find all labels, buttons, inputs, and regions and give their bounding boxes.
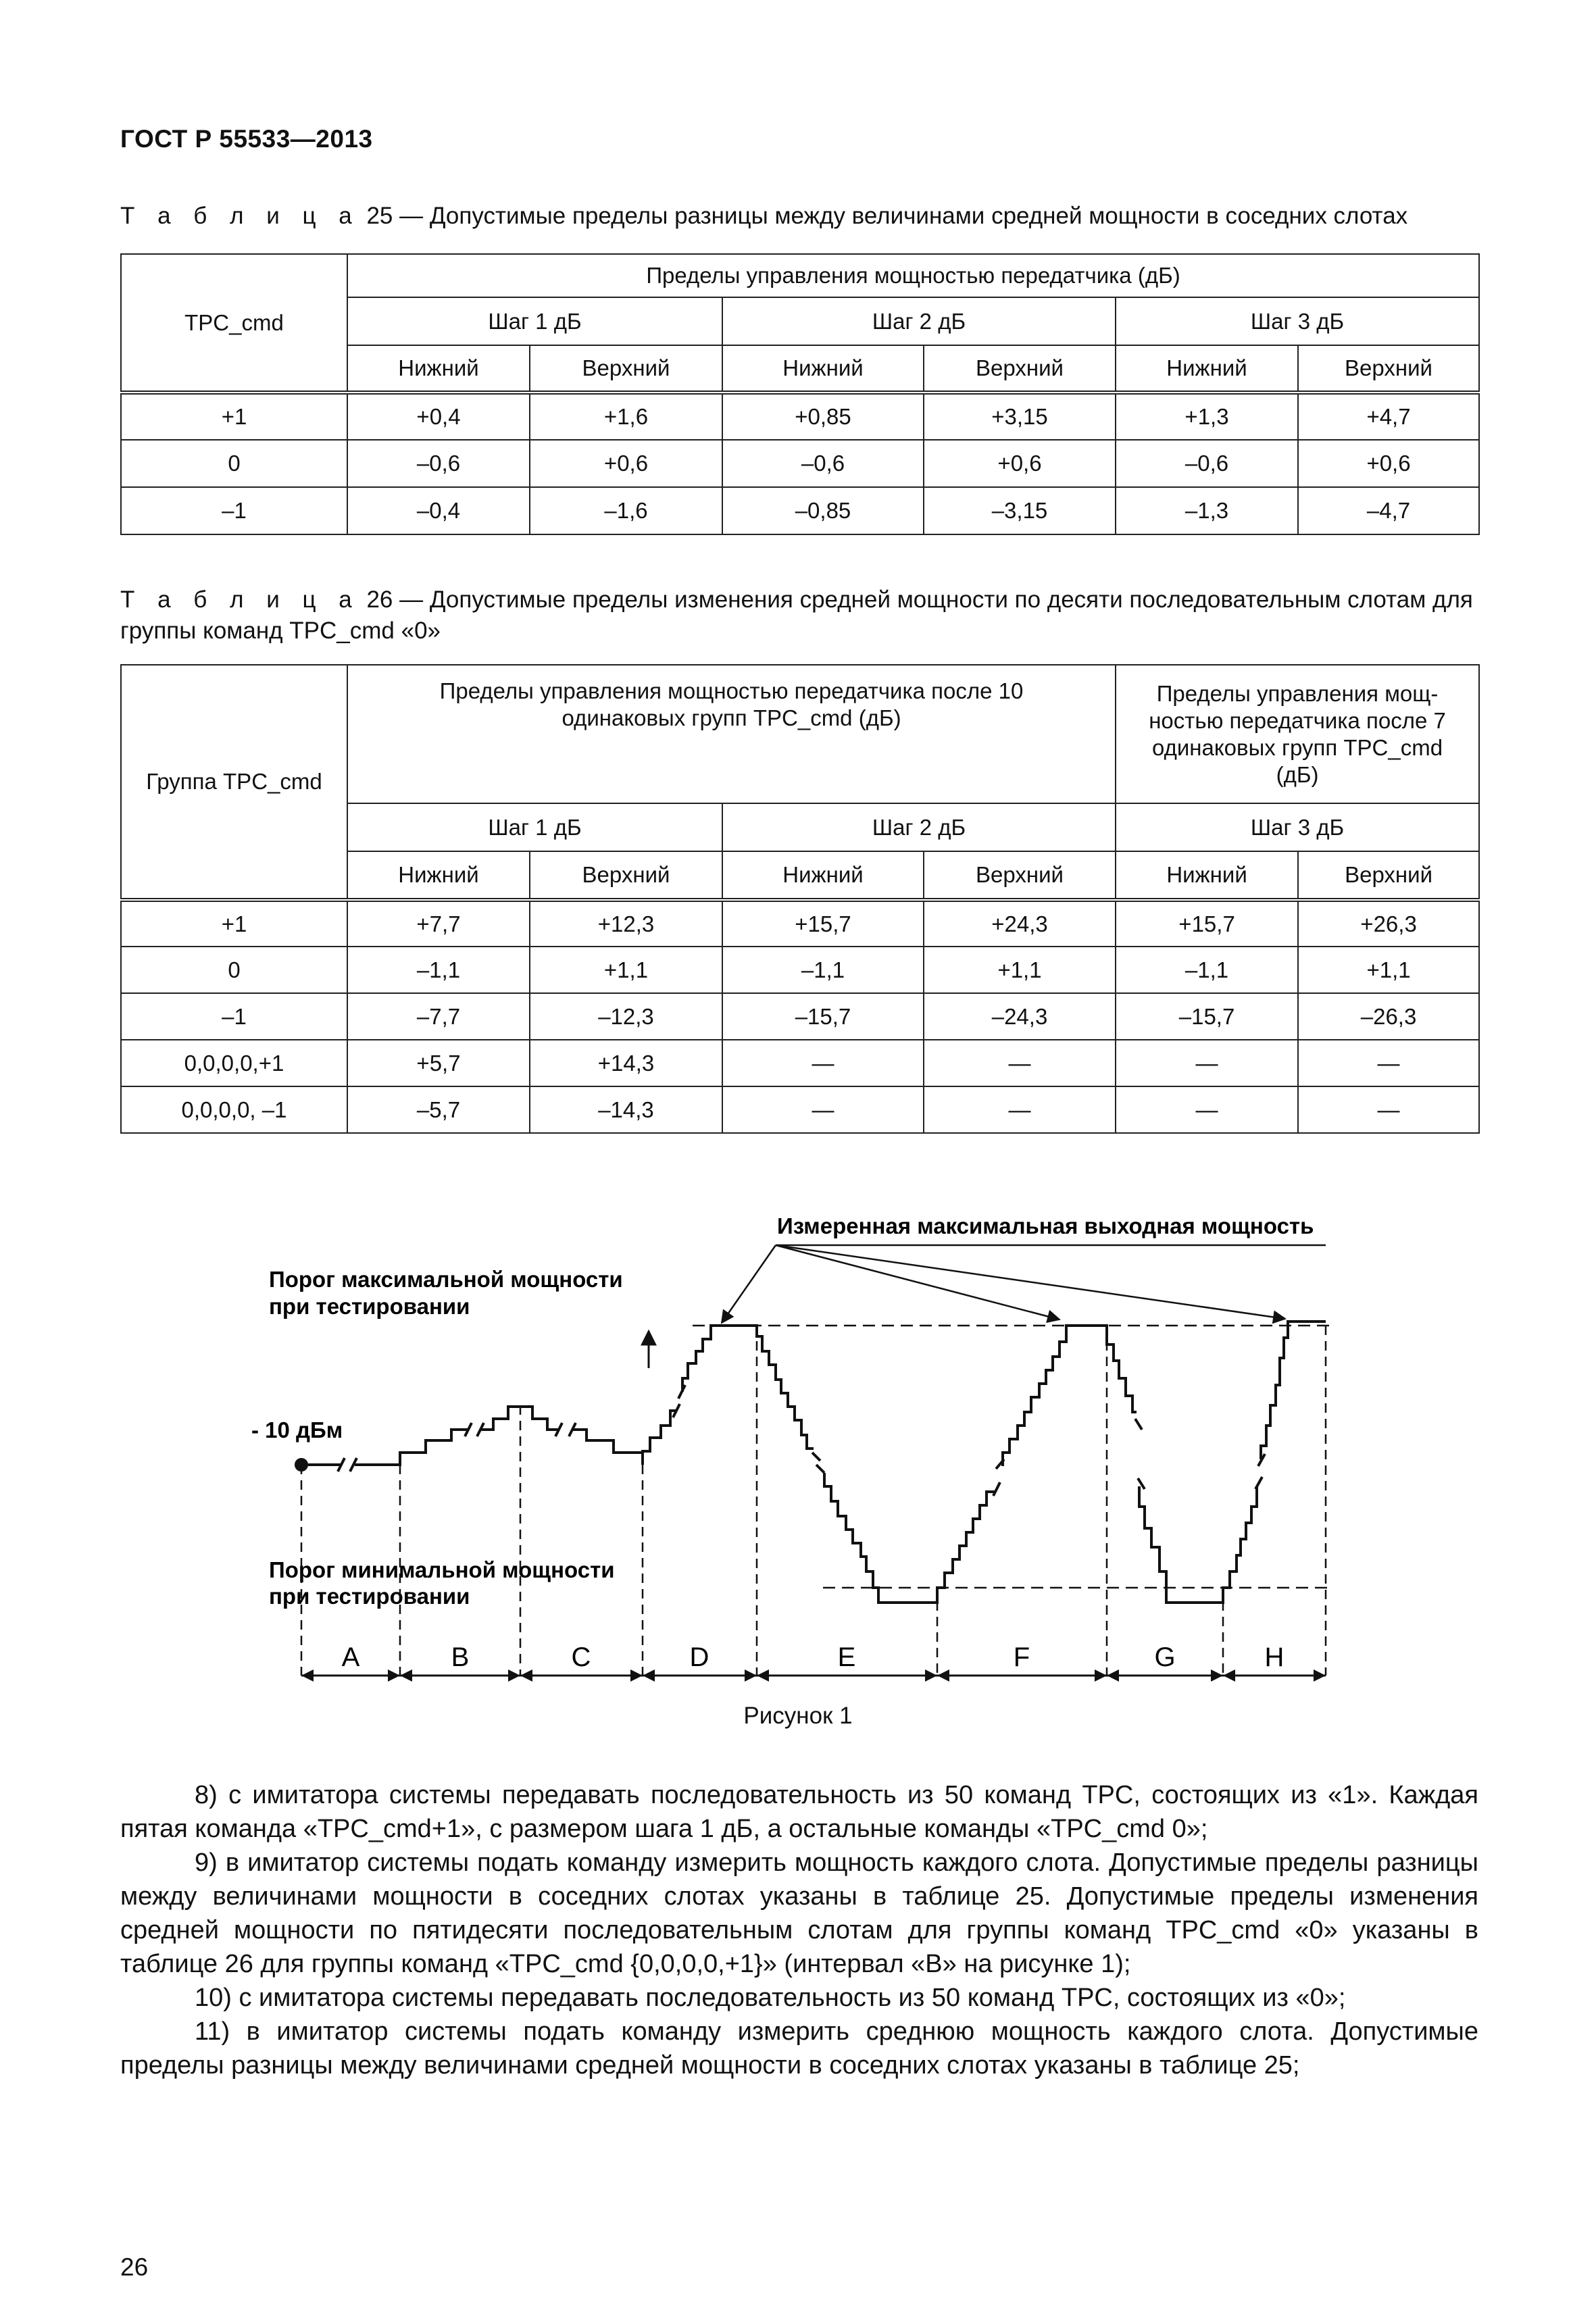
- table-cell: +0,4: [347, 393, 530, 440]
- table-cell: +0,85: [722, 393, 924, 440]
- table26-lower-header: Нижний: [347, 851, 530, 900]
- table-cell: –0,6: [1116, 440, 1298, 487]
- table25-step-header: Шаг 1 дБ: [347, 297, 722, 345]
- min-threshold-label: при тестировании: [269, 1584, 470, 1609]
- table26-lower-header: Нижний: [1116, 851, 1298, 900]
- table-cell: +1,1: [530, 947, 722, 993]
- leader-line: [776, 1245, 1285, 1319]
- table26-col0-header: Группа TPC_cmd: [121, 665, 347, 900]
- table-cell: +12,3: [530, 900, 722, 947]
- min-threshold-label: Порог минимальной мощности: [269, 1557, 615, 1582]
- interval-label-e: E: [837, 1642, 856, 1672]
- table26-upper-header: Верхний: [530, 851, 722, 900]
- body-text: [120, 1778, 1478, 2082]
- interval-label-a: A: [341, 1642, 360, 1672]
- leader-line: [722, 1245, 776, 1323]
- table26-upper-header: Верхний: [924, 851, 1116, 900]
- table-cell: –1,3: [1116, 487, 1298, 534]
- table-cell: –1: [121, 993, 347, 1040]
- table-cell: –1: [121, 487, 347, 534]
- table-cell: 0,0,0,0,+1: [121, 1040, 347, 1086]
- table-cell: +0,6: [924, 440, 1116, 487]
- figure-caption: Рисунок 1: [743, 1703, 853, 1729]
- table25-upper-header: Верхний: [1298, 345, 1479, 393]
- paragraph: 9) в имитатор системы подать команду измерить мощность каждого слота. Допустимые пределы разницы между величинами мощности в соседних слотах указаны в таблице 25. Допустимые пределы изменения средней мощности по пятидесяти последовательным слотам для группы команд TPC_cmd «0» указаны в таблице 26 для группы команд «TPC_cmd {0,0,0,0,+1}» (интервал «B» на рисунке 1);: [120, 1848, 1478, 1978]
- table25-upper-header: Верхний: [530, 345, 722, 393]
- table-cell: –14,3: [530, 1086, 722, 1133]
- table-cell: –0,6: [722, 440, 924, 487]
- table26-upper-header: Верхний: [1298, 851, 1479, 900]
- table-cell: 0: [121, 440, 347, 487]
- table25-group-header: Пределы управления мощностью передатчика (дБ): [347, 254, 1479, 297]
- table-cell: –1,1: [1116, 947, 1298, 993]
- table-cell: +1: [121, 393, 347, 440]
- measured-max-power-label: Измеренная максимальная выходная мощность: [777, 1213, 1314, 1238]
- table-cell: +1,6: [530, 393, 722, 440]
- table-cell: –15,7: [1116, 993, 1298, 1040]
- table-cell: +3,15: [924, 393, 1116, 440]
- table-cell: +4,7: [1298, 393, 1479, 440]
- table25-lower-header: Нижний: [1116, 345, 1298, 393]
- table-cell: —: [722, 1040, 924, 1086]
- table25-step-header: Шаг 3 дБ: [1116, 297, 1479, 345]
- table-cell: 0,0,0,0, –1: [121, 1086, 347, 1133]
- table-cell: +0,6: [530, 440, 722, 487]
- table-cell: —: [722, 1086, 924, 1133]
- interval-label-b: B: [451, 1642, 470, 1672]
- table-cell: —: [1116, 1086, 1298, 1133]
- interval-label-c: C: [571, 1642, 591, 1672]
- table-cell: +1: [121, 900, 347, 947]
- table-cell: +5,7: [347, 1040, 530, 1086]
- table-cell: –5,7: [347, 1086, 530, 1133]
- table-cell: —: [1298, 1040, 1479, 1086]
- paragraph: 8) с имитатора системы передавать последовательность из 50 команд TPC, состоящих из «1». Каждая пятая команда «TPC_cmd+1», с размером шага 1 дБ, а остальные команды «TPC_cmd 0»;: [120, 1781, 1478, 1843]
- table25-lower-header: Нижний: [347, 345, 530, 393]
- table-cell: –0,6: [347, 440, 530, 487]
- table-cell: –1,1: [722, 947, 924, 993]
- table-cell: –12,3: [530, 993, 722, 1040]
- table25-col0-header: TPC_cmd: [121, 254, 347, 393]
- table-cell: 0: [121, 947, 347, 993]
- level-label: - 10 дБм: [251, 1417, 343, 1442]
- table-cell: +1,3: [1116, 393, 1298, 440]
- table-cell: +15,7: [1116, 900, 1298, 947]
- table26-step-header: Шаг 1 дБ: [347, 803, 722, 851]
- table-cell: +24,3: [924, 900, 1116, 947]
- table-cell: –15,7: [722, 993, 924, 1040]
- interval-dividers: [301, 1326, 1326, 1676]
- table-cell: +1,1: [1298, 947, 1479, 993]
- table-cell: +26,3: [1298, 900, 1479, 947]
- table-cell: —: [1298, 1086, 1479, 1133]
- interval-label-h: H: [1264, 1642, 1285, 1672]
- table-cell: –1,1: [347, 947, 530, 993]
- table-cell: —: [1116, 1040, 1298, 1086]
- table-cell: –4,7: [1298, 487, 1479, 534]
- table25-caption-label: Т а б л и ц а: [120, 203, 360, 229]
- table26-caption-text: 26 — Допустимые пределы изменения средней мощности по десяти последовательным слотам для группы команд TPC_cmd «0»: [120, 586, 1473, 644]
- table-cell: –0,4: [347, 487, 530, 534]
- interval-labels: [342, 1642, 1285, 1672]
- table-cell: +15,7: [722, 900, 924, 947]
- table-cell: –1,6: [530, 487, 722, 534]
- table-cell: +7,7: [347, 900, 530, 947]
- table25-upper-header: Верхний: [924, 345, 1116, 393]
- interval-label-d: D: [689, 1642, 709, 1672]
- table-cell: +1,1: [924, 947, 1116, 993]
- table-cell: +14,3: [530, 1040, 722, 1086]
- paragraph: 11) в имитатор системы подать команду измерить среднюю мощность каждого слота. Допустимые пределы разницы между величинами средней мощности в соседних слотах указаны в таблице 25;: [120, 2017, 1478, 2080]
- table-cell: —: [924, 1086, 1116, 1133]
- paragraph: 10) с имитатора системы передавать последовательность из 50 команд TPC, состоящих из «0»;: [195, 1984, 1346, 2012]
- table-cell: –0,85: [722, 487, 924, 534]
- table-cell: –7,7: [347, 993, 530, 1040]
- table26-step-header: Шаг 2 дБ: [722, 803, 1116, 851]
- table26-group-header-a: Пределы управления мощностью передатчика после 10 одинаковых групп TPC_cmd (дБ): [347, 665, 1116, 803]
- max-threshold-label: Порог максимальной мощности: [269, 1267, 623, 1292]
- table25-step-header: Шаг 2 дБ: [722, 297, 1116, 345]
- page-number: 26: [120, 2253, 149, 2281]
- table26-caption-label: Т а б л и ц а: [120, 586, 360, 613]
- table26-lower-header: Нижний: [722, 851, 924, 900]
- table26-step-header: Шаг 3 дБ: [1116, 803, 1479, 851]
- table25-caption-text: 25 — Допустимые пределы разницы между величинами средней мощности в соседних слотах: [359, 203, 1408, 229]
- document-header: ГОСТ Р 55533—2013: [120, 125, 373, 153]
- table-cell: –3,15: [924, 487, 1116, 534]
- table26-group-header-b: Пределы управления мощ-ностью передатчика после 7 одинаковых групп TPC_cmd (дБ): [1116, 665, 1479, 803]
- leader-line: [776, 1245, 1059, 1319]
- table-cell: +0,6: [1298, 440, 1479, 487]
- interval-label-f: F: [1013, 1642, 1030, 1672]
- table25-lower-header: Нижний: [722, 345, 924, 393]
- interval-label-g: G: [1154, 1642, 1176, 1672]
- table-cell: –26,3: [1298, 993, 1479, 1040]
- table-cell: —: [924, 1040, 1116, 1086]
- max-threshold-label: при тестировании: [269, 1294, 470, 1319]
- table-cell: –24,3: [924, 993, 1116, 1040]
